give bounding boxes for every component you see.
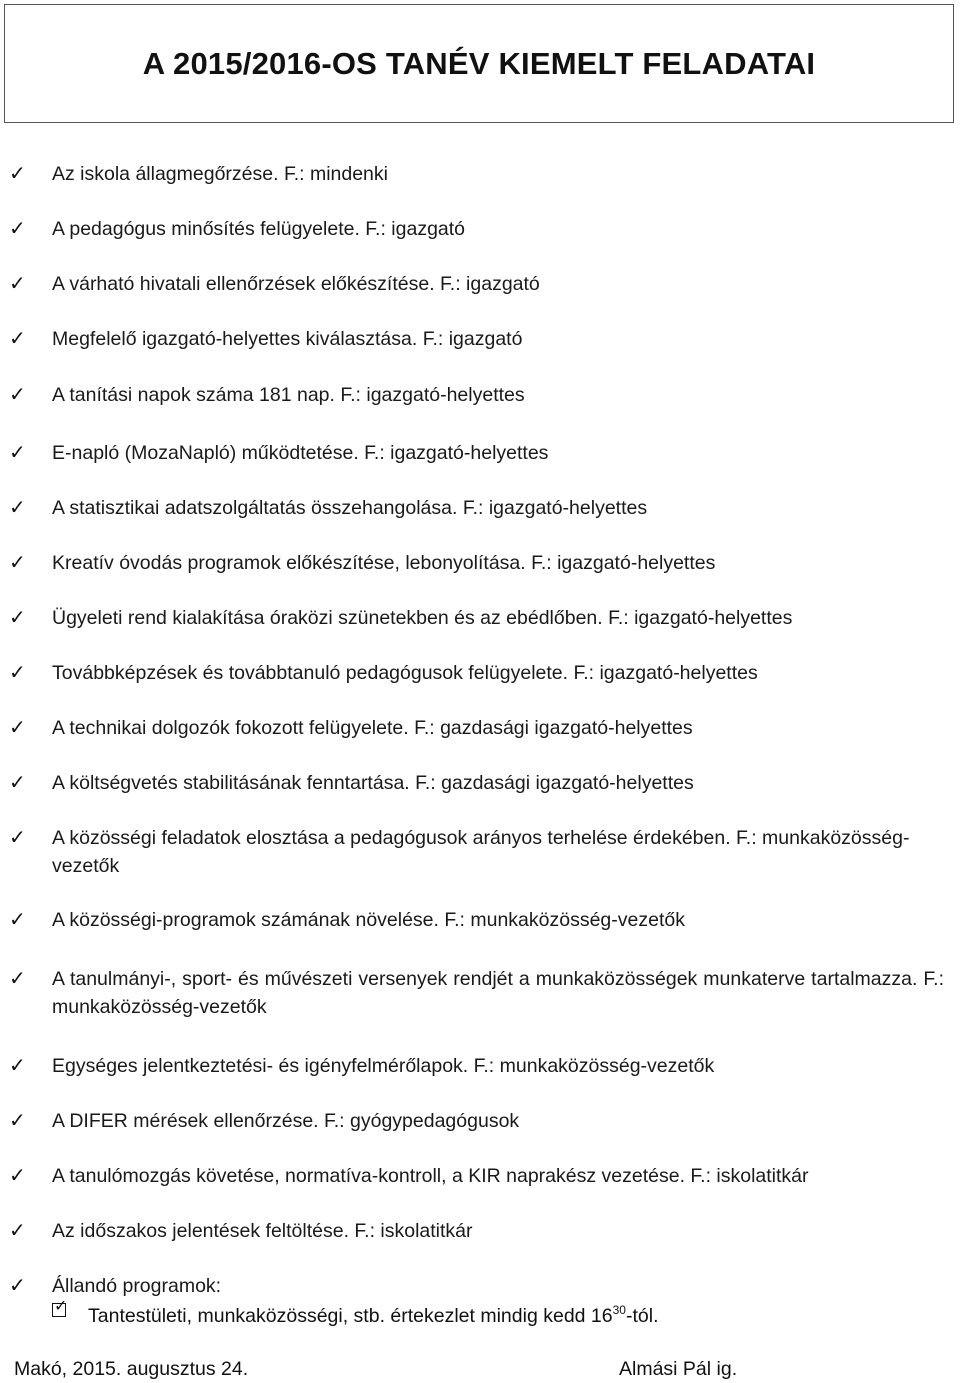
check-icon: ✓ bbox=[9, 328, 26, 350]
page-title: A 2015/2016-OS TANÉV KIEMELT FELADATAI bbox=[142, 45, 816, 81]
list-item-text: Állandó programok: bbox=[52, 1275, 222, 1297]
check-icon: ✓ bbox=[9, 384, 26, 406]
box-check-icon: ✓ bbox=[54, 1298, 68, 1315]
list-item-text: A tanítási napok száma 181 nap. F.: igazgató-helyettes bbox=[52, 384, 525, 406]
list-item-text: Megfelelő igazgató-helyettes kiválasztása. F.: igazgató bbox=[52, 328, 523, 350]
list-item-text: A statisztikai adatszolgáltatás összehangolása. F.: igazgató-helyettes bbox=[52, 497, 648, 519]
check-icon: ✓ bbox=[9, 909, 26, 931]
check-icon: ✓ bbox=[9, 1110, 26, 1132]
list-item-text: A közösségi feladatok elosztása a pedagógusok arányos terhelése érdekében. F.: munkaközösség-vezetők bbox=[52, 827, 910, 877]
time-superscript: 30 bbox=[612, 1303, 626, 1317]
signature: Almási Pál ig. bbox=[619, 1358, 738, 1380]
list-item-text: A közösségi-programok számának növelése. F.: munkaközösség-vezetők bbox=[52, 909, 685, 931]
check-icon: ✓ bbox=[9, 218, 26, 240]
check-icon: ✓ bbox=[9, 662, 26, 684]
checked-box-icon bbox=[52, 1298, 68, 1317]
check-icon: ✓ bbox=[9, 717, 26, 739]
check-icon: ✓ bbox=[9, 827, 26, 849]
list-item-text: Továbbképzések és továbbtanuló pedagógusok felügyelete. F.: igazgató-helyettes bbox=[52, 662, 758, 684]
sub-list-item-text bbox=[88, 1296, 659, 1330]
list-item-text: E-napló (MozaNapló) működtetése. F.: igazgató-helyettes bbox=[52, 442, 549, 464]
list-item-text: Az iskola állagmegőrzése. F.: mindenki bbox=[52, 163, 388, 185]
list-item-text: Kreatív óvodás programok előkészítése, lebonyolítása. F.: igazgató-helyettes bbox=[52, 552, 716, 574]
meeting-text: Tantestületi, munkaközösségi, stb. értekezlet mindig kedd 16 bbox=[88, 1305, 613, 1327]
sub-list-item bbox=[52, 1300, 932, 1328]
check-icon: ✓ bbox=[9, 772, 26, 794]
check-icon: ✓ bbox=[9, 163, 26, 185]
meeting-text-suffix: -tól. bbox=[625, 1305, 659, 1327]
check-icon: ✓ bbox=[9, 552, 26, 574]
list-item-text: A költségvetés stabilitásának fenntartása. F.: gazdasági igazgató-helyettes bbox=[52, 772, 694, 794]
check-icon: ✓ bbox=[9, 1165, 26, 1187]
check-icon: ✓ bbox=[9, 968, 26, 990]
list-item-text: A várható hivatali ellenőrzések előkészítése. F.: igazgató bbox=[52, 273, 540, 295]
check-icon: ✓ bbox=[9, 273, 26, 295]
check-icon: ✓ bbox=[9, 442, 26, 464]
list-item-text: A DIFER mérések ellenőrzése. F.: gyógypedagógusok bbox=[52, 1110, 520, 1132]
check-icon: ✓ bbox=[9, 1275, 26, 1297]
list-item-text: A tanulómozgás követése, normatíva-kontroll, a KIR naprakész vezetése. F.: iskolatitkár bbox=[52, 1165, 809, 1187]
list-item-text: A pedagógus minősítés felügyelete. F.: igazgató bbox=[52, 218, 466, 240]
list-item-text: Egységes jelentkeztetési- és igényfelmérőlapok. F.: munkaközösség-vezetők bbox=[52, 1055, 715, 1077]
title-box bbox=[4, 4, 954, 123]
list-item-text: A tanulmányi-, sport- és művészeti versenyek rendjét a munkaközösségek munkaterve tartalmazza. F.: munkaközösség-vezetők bbox=[52, 968, 944, 1018]
check-icon: ✓ bbox=[9, 607, 26, 629]
list-item-text: Az időszakos jelentések feltöltése. F.: iskolatitkár bbox=[52, 1220, 473, 1242]
check-icon: ✓ bbox=[9, 1055, 26, 1077]
place-date: Makó, 2015. augusztus 24. bbox=[14, 1358, 249, 1380]
list-item-text: Ügyeleti rend kialakítása óraközi szünetekben és az ebédlőben. F.: igazgató-helyettes bbox=[52, 607, 793, 629]
list-item-text: A technikai dolgozók fokozott felügyelete. F.: gazdasági igazgató-helyettes bbox=[52, 717, 693, 739]
check-icon: ✓ bbox=[9, 497, 26, 519]
check-icon: ✓ bbox=[9, 1220, 26, 1242]
